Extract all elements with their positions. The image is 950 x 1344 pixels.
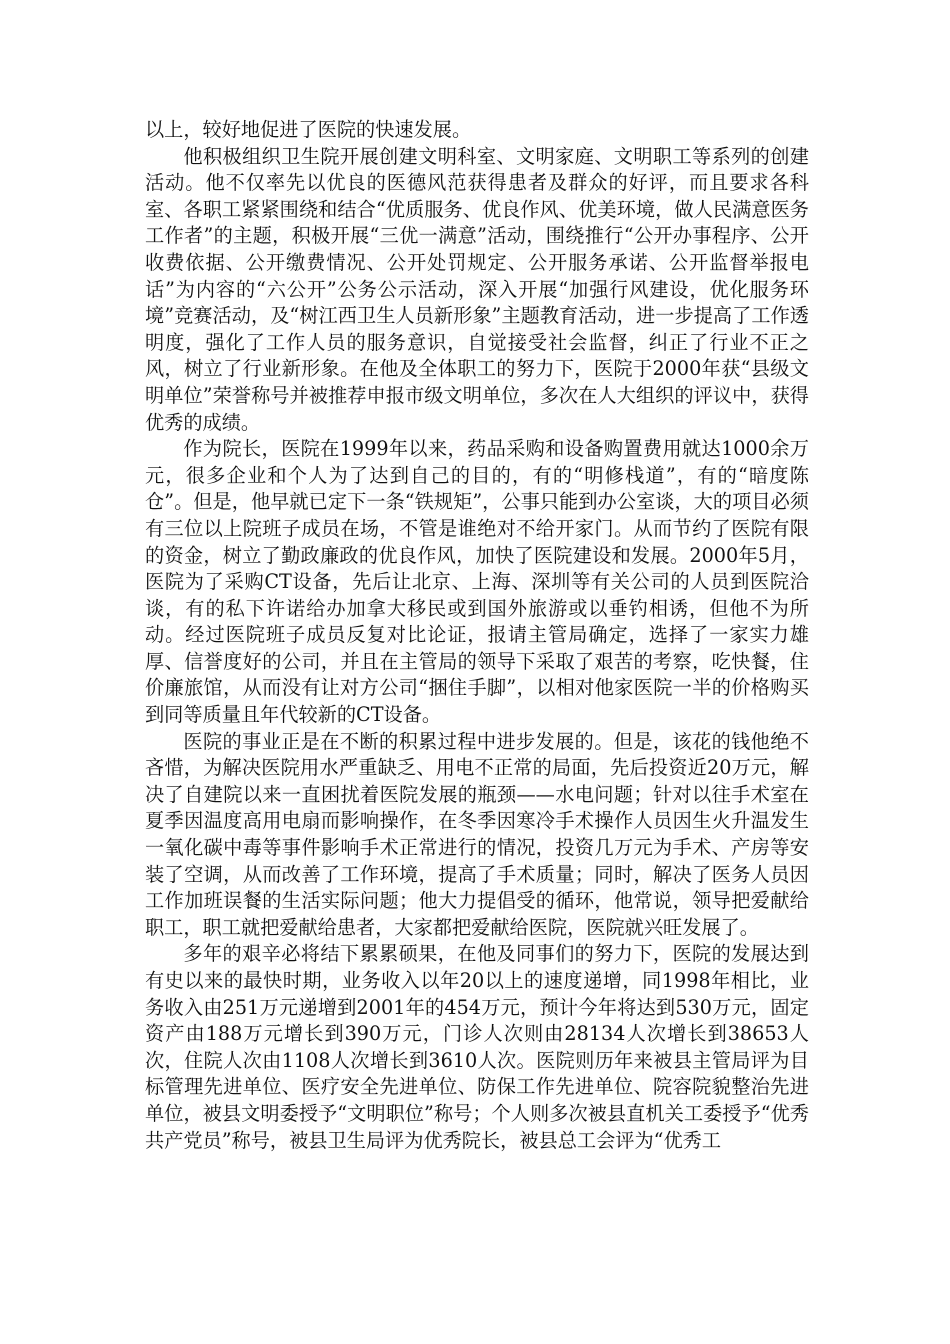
paragraph-continued: 以上，较好地促进了医院的快速发展。 [145,118,472,141]
paragraph-procurement-integrity: 作为院长，医院在1999年以来，药品采购和设备购置费用就达1000余万元，很多企业和个人为了达到自己的目的，有的“明修栈道”，有的“暗度陈仓”。但是，他早就已定下一条“铁规矩”，公事只能到办公室谈，大的项目必须有三位以上院班子成员在场，不管是谁绝对不给开家门。从而节约了医院有限的资金，树立了勤政廉政的优良作风，加快了医院建设和发展。2000年5月，医院为了采购CT设备，先后让北京、上海、深圳等有关公司的人员到医院洽谈，有的私下许诺给办加拿大移民或到国外旅游或以垂钓相诱，但他不为所动。经过医院班子成员反复对比论证，报请主管局确定，选择了一家实力雄厚、信誉度好的公司，并且在主管局的领导下采取了艰苦的考察，吃快餐，住价廉旅馆，从而没有让对方公司“捆住手脚”，以相对他家医院一半的价格购买到同等质量且年代较新的CT设备。 [145,437,809,727]
document-body [145,117,809,1154]
paragraph-investment: 医院的事业正是在不断的积累过程中进步发展的。但是，该花的钱他绝不吝惜，为解决医院用水严重缺乏、用电不正常的局面，先后投资近20万元，解决了自建院以来一直困扰着医院发展的瓶颈——水电问题；针对以往手术室在夏季因温度高用电扇而影响操作，在冬季因寒冷手术操作人员因生火升温发生一氧化碳中毒等事件影响手术正常进行的情况，投资几万元为手术、产房等安装了空调，从而改善了工作环境，提高了手术质量；同时，解决了医务人员因工作加班误餐的生活实际问题；他大力提倡受的循环，他常说，领导把爱献给职工，职工就把爱献给患者，大家都把爱献给医院，医院就兴旺发展了。 [145,729,809,939]
paragraph-achievements: 多年的艰辛必将结下累累硕果，在他及同事们的努力下，医院的发展达到有史以来的最快时期，业务收入以年20以上的速度递增，同1998年相比，业务收入由251万元递增到2001年的454万元，预计今年将达到530万元，固定资产由188万元增长到390万元，门诊人次则由28134人次增长到38653人次，住院人次由1108人次增长到3610人次。医院则历年来被县主管局评为目标管理先进单位、医疗安全先进单位、防保工作先进单位、院容院貌整治先进单位，被县文明委授予“文明职位”称号；个人则多次被县直机关工委授予“优秀共产党员”称号，被县卫生局评为优秀院长，被县总工会评为“优秀工 [145,942,809,1152]
paragraph-civilization-activities: 他积极组织卫生院开展创建文明科室、文明家庭、文明职工等系列的创建活动。他不仅率先以优良的医德风范获得患者及群众的好评，而且要求各科室、各职工紧紧围绕和结合“优质服务、优良作风、优美环境，做人民满意医务工作者”的主题，积极开展“三优一满意”活动，围绕推行“公开办事程序、公开收费依据、公开缴费情况、公开处罚规定、公开服务承诺、公开监督举报电话”为内容的“六公开”公务公示活动，深入开展“加强行风建设，优化服务环境”竞赛活动，及“树江西卫生人员新形象”主题教育活动，进一步提高了工作透明度，强化了工作人员的服务意识，自觉接受社会监督，纠正了行业不正之风，树立了行业新形象。在他及全体职工的努力下，医院于2000年获“县级文明单位”荣誉称号并被推荐申报市级文明单位，多次在人大组织的评议中，获得优秀的成绩。 [145,144,809,434]
